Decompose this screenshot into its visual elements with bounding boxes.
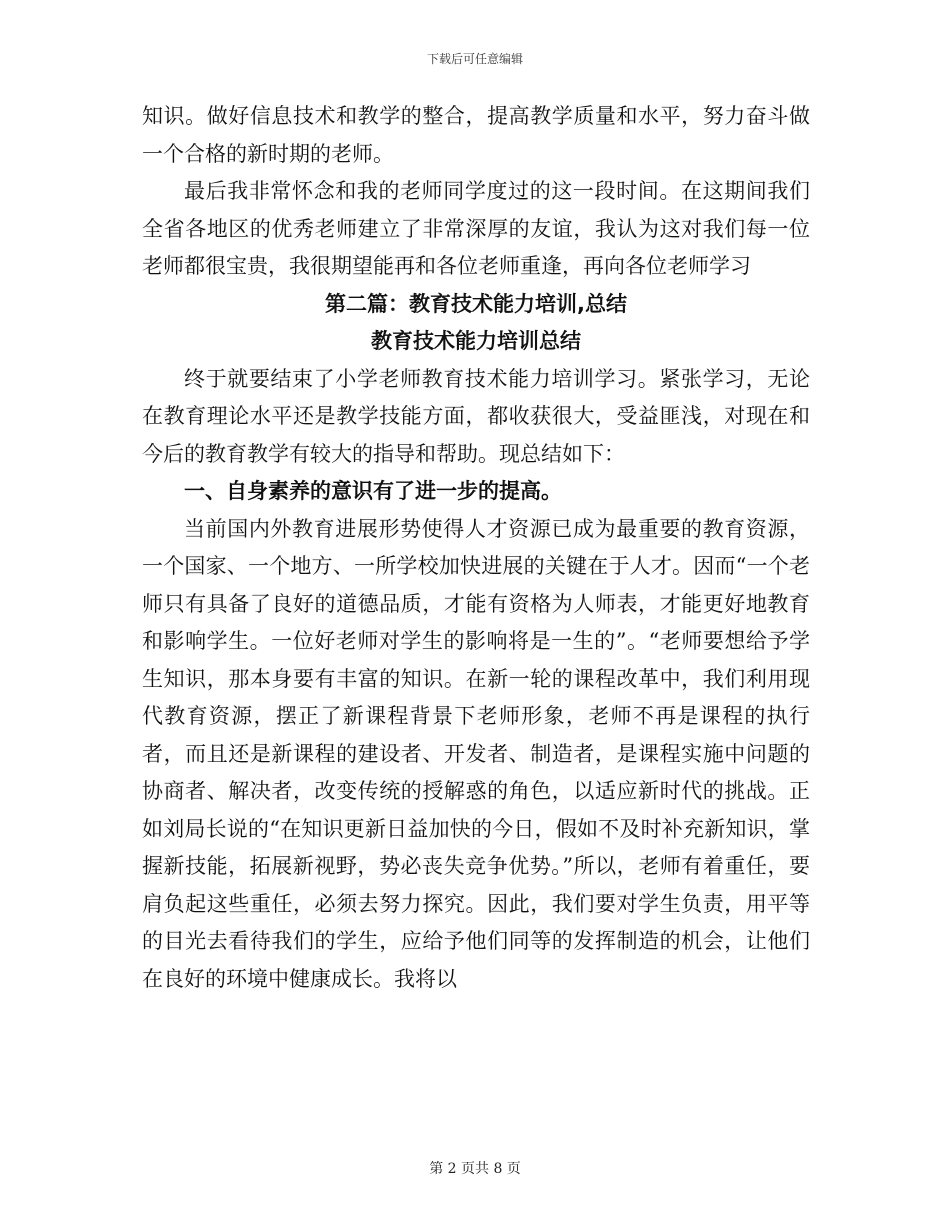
- paragraph-continued: 知识。做好信息技术和教学的整合，提高教学质量和水平，努力奋斗做一个合格的新时期的老师。: [142, 104, 810, 166]
- document-body: [142, 98, 810, 998]
- paragraph-closing: 最后我非常怀念和我的老师同学度过的这一段时间。在这期间我们全省各地区的优秀老师建立了非常深厚的友谊，我认为这对我们每一位老师都很宝贵，我很期望能再和各位老师重逢，再向各位老师学习: [142, 179, 810, 278]
- page-number-footer: 第 2 页共 8 页: [429, 1161, 521, 1177]
- section-heading-1: 一、自身素养的意识有了进一步的提高。: [184, 479, 562, 503]
- paragraph-body: 当前国内外教育进展形势使得人才资源已成为最重要的教育资源，一个国家、一个地方、一所学校加快进展的关键在于人才。因而“一个老师只有具备了良好的道德品质，才能有资格为人师表，才能更好地教育和影响学生。一位好老师对学生的影响将是一生的”。“老师要想给予学生知识，那本身要有丰富的知识。在新一轮的课程改革中，我们利用现代教育资源，摆正了新课程背景下老师形象，老师不再是课程的执行者，而且还是新课程的建设者、开发者、制造者，是课程实施中问题的协商者、解决者，改变传统的授解惑的角色，以适应新时代的挑战。正如刘局长说的“在知识更新日益加快的今日，假如不及时补充新知识，掌握新技能，拓展新视野，势必丧失竞争优势。”所以，老师有着重任，要肩负起这些重任，必须去努力探究。因此，我们要对学生负责，用平等的目光去看待我们的学生，应给予他们同等的发挥制造的机会，让他们在良好的环境中健康成长。我将以: [142, 516, 810, 991]
- paragraph-intro: 终于就要结束了小学老师教育技术能力培训学习。紧张学习，无论在教育理论水平还是教学技能方面，都收获很大，受益匪浅，对现在和今后的教育教学有较大的指导和帮助。现总结如下：: [142, 366, 810, 466]
- page-header: 下载后可任意编辑: [426, 52, 523, 66]
- document-title: 教育技术能力培训总结: [371, 329, 581, 353]
- chapter-title: 第二篇：教育技术能力培训,总结: [325, 291, 627, 316]
